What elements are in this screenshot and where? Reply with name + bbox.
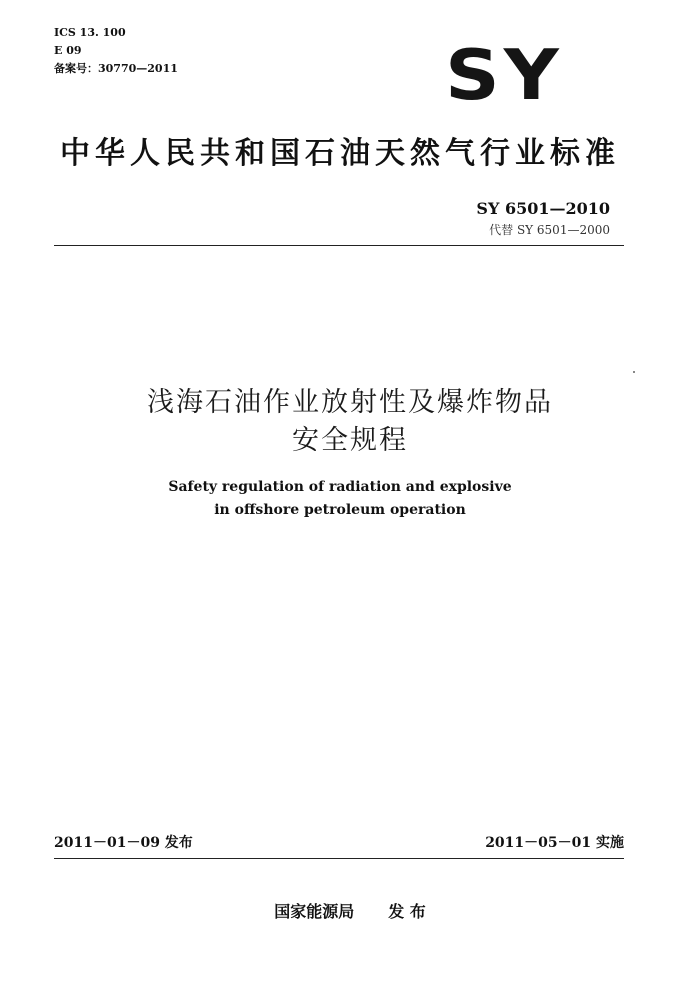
- sy-logo: SY: [445, 33, 563, 116]
- filing-number: 备案号：30770—2011: [54, 62, 178, 75]
- document-title-en-line1: Safety regulation of radiation and explosive: [168, 479, 512, 495]
- effective-date: 2011－05－01 实施: [485, 835, 624, 851]
- publisher-line: [0, 899, 700, 922]
- standard-category-title: 中华人民共和国石油天然气行业标准: [60, 136, 620, 171]
- classification-code: E 09: [54, 44, 82, 57]
- bottom-divider: [54, 858, 624, 859]
- document-title-zh-line2: 安全规程: [292, 425, 408, 456]
- publish-action: 发 布: [388, 902, 426, 921]
- ics-number: ICS 13. 100: [54, 26, 126, 39]
- replaces-standard: 代替 SY 6501—2000: [489, 223, 610, 237]
- publisher-name: 国家能源局: [274, 902, 355, 921]
- top-divider: [54, 245, 624, 246]
- document-title-zh-line1: 浅海石油作业放射性及爆炸物品: [147, 387, 553, 418]
- issue-date: 2011－01－09 发布: [54, 835, 193, 851]
- standard-code: SY 6501—2010: [476, 199, 610, 218]
- scan-speck: [633, 371, 635, 373]
- document-title-en-line2: in offshore petroleum operation: [214, 502, 466, 518]
